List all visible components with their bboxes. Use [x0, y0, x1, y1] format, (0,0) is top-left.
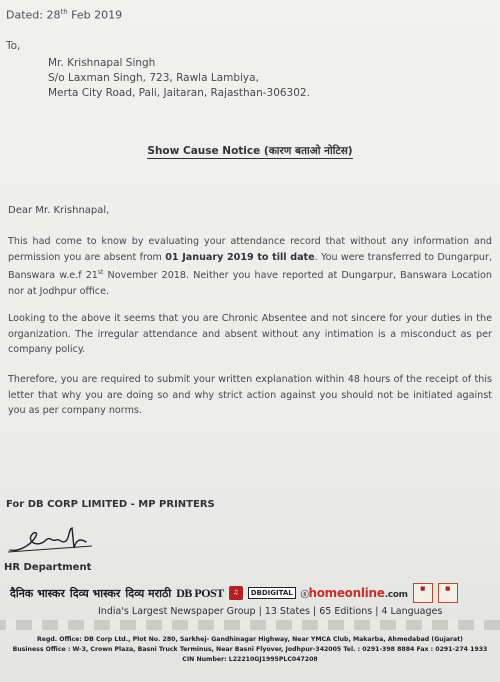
logo-homeonline: ⓢhomeonline.com [300, 586, 408, 600]
registered-office: Regd. Office: DB Corp Ltd., Plot No. 280, Sarkhej- Gandhinagar Highway, Near YMCA Club, Makarba, Ahmedabad (Gujarat) [36, 636, 464, 643]
salutation: Dear Mr. Krishnapal, [8, 205, 110, 216]
paragraph-explanation: Therefore, you are required to submit your written explanation within 48 hours of the receipt of this letter that why you are doing so and why strict action against you should not be initiated against you as per company norms. [8, 374, 492, 416]
logo-divya-bhaskar: दिव्य भास्कर [69, 586, 121, 600]
hr-department: HR Department [4, 562, 92, 573]
recipient-name: Mr. Krishnapal Singh [48, 57, 156, 69]
to-label: To, [6, 40, 21, 52]
group-tagline: India's Largest Newspaper Group | 13 States | 65 Editions | 4 Languages [98, 606, 443, 617]
regional-paper-logo-2-icon: ■ [438, 583, 458, 603]
radio-logo-icon: ♫ [229, 586, 243, 600]
regional-paper-logo-icon: ■ [413, 583, 433, 603]
brand-logos [10, 580, 498, 606]
signature [6, 522, 96, 558]
business-office: Business Office : W-3, Crown Plaza, Basni Truck Terminus, Near Basni Flyover, Jodhpur-342005 Tel. : 0291-398 8884 Fax : 0291-274 1933 [12, 646, 488, 653]
letter-date: Dated: 28th Feb 2019 [6, 8, 123, 22]
cin-number: CIN Number: L22210GJ1995PLC047208 [182, 656, 318, 663]
logo-divya-marathi: दिव्य मराठी [125, 586, 172, 600]
paragraph-misconduct: Looking to the above it seems that you are Chronic Absentee and not sincere for your duties in the organization. The irregular attendance and absent without any intimation is a misconduct as per company policy. [8, 313, 492, 355]
logo-dbpost: DB POST [176, 585, 224, 600]
closing-company: For DB CORP LIMITED - MP PRINTERS [6, 499, 215, 510]
decorative-stripe [0, 620, 500, 630]
logo-dainik-bhaskar: दैनिक भास्कर [10, 586, 65, 600]
subject-heading: Show Cause Notice (कारण बताओ नोटिस) [147, 145, 353, 157]
recipient-address-line-2: Merta City Road, Pali, Jaitaran, Rajasthan-306302. [48, 87, 310, 99]
logo-dbdigital: DBDIGITAL [248, 587, 296, 599]
recipient-address-line-1: S/o Laxman Singh, 723, Rawla Lambiya, [48, 72, 259, 84]
paragraph-absence: This had come to know by evaluating your attendance record that without any information and permission you are absent from 01 January 2019 to till date. You were transferred to Dungarpur, Banswara w.e.f 21st November 2018. Neither you have reported at Dungarpur, Banswara Location nor at Jodhpur office. [8, 236, 492, 297]
